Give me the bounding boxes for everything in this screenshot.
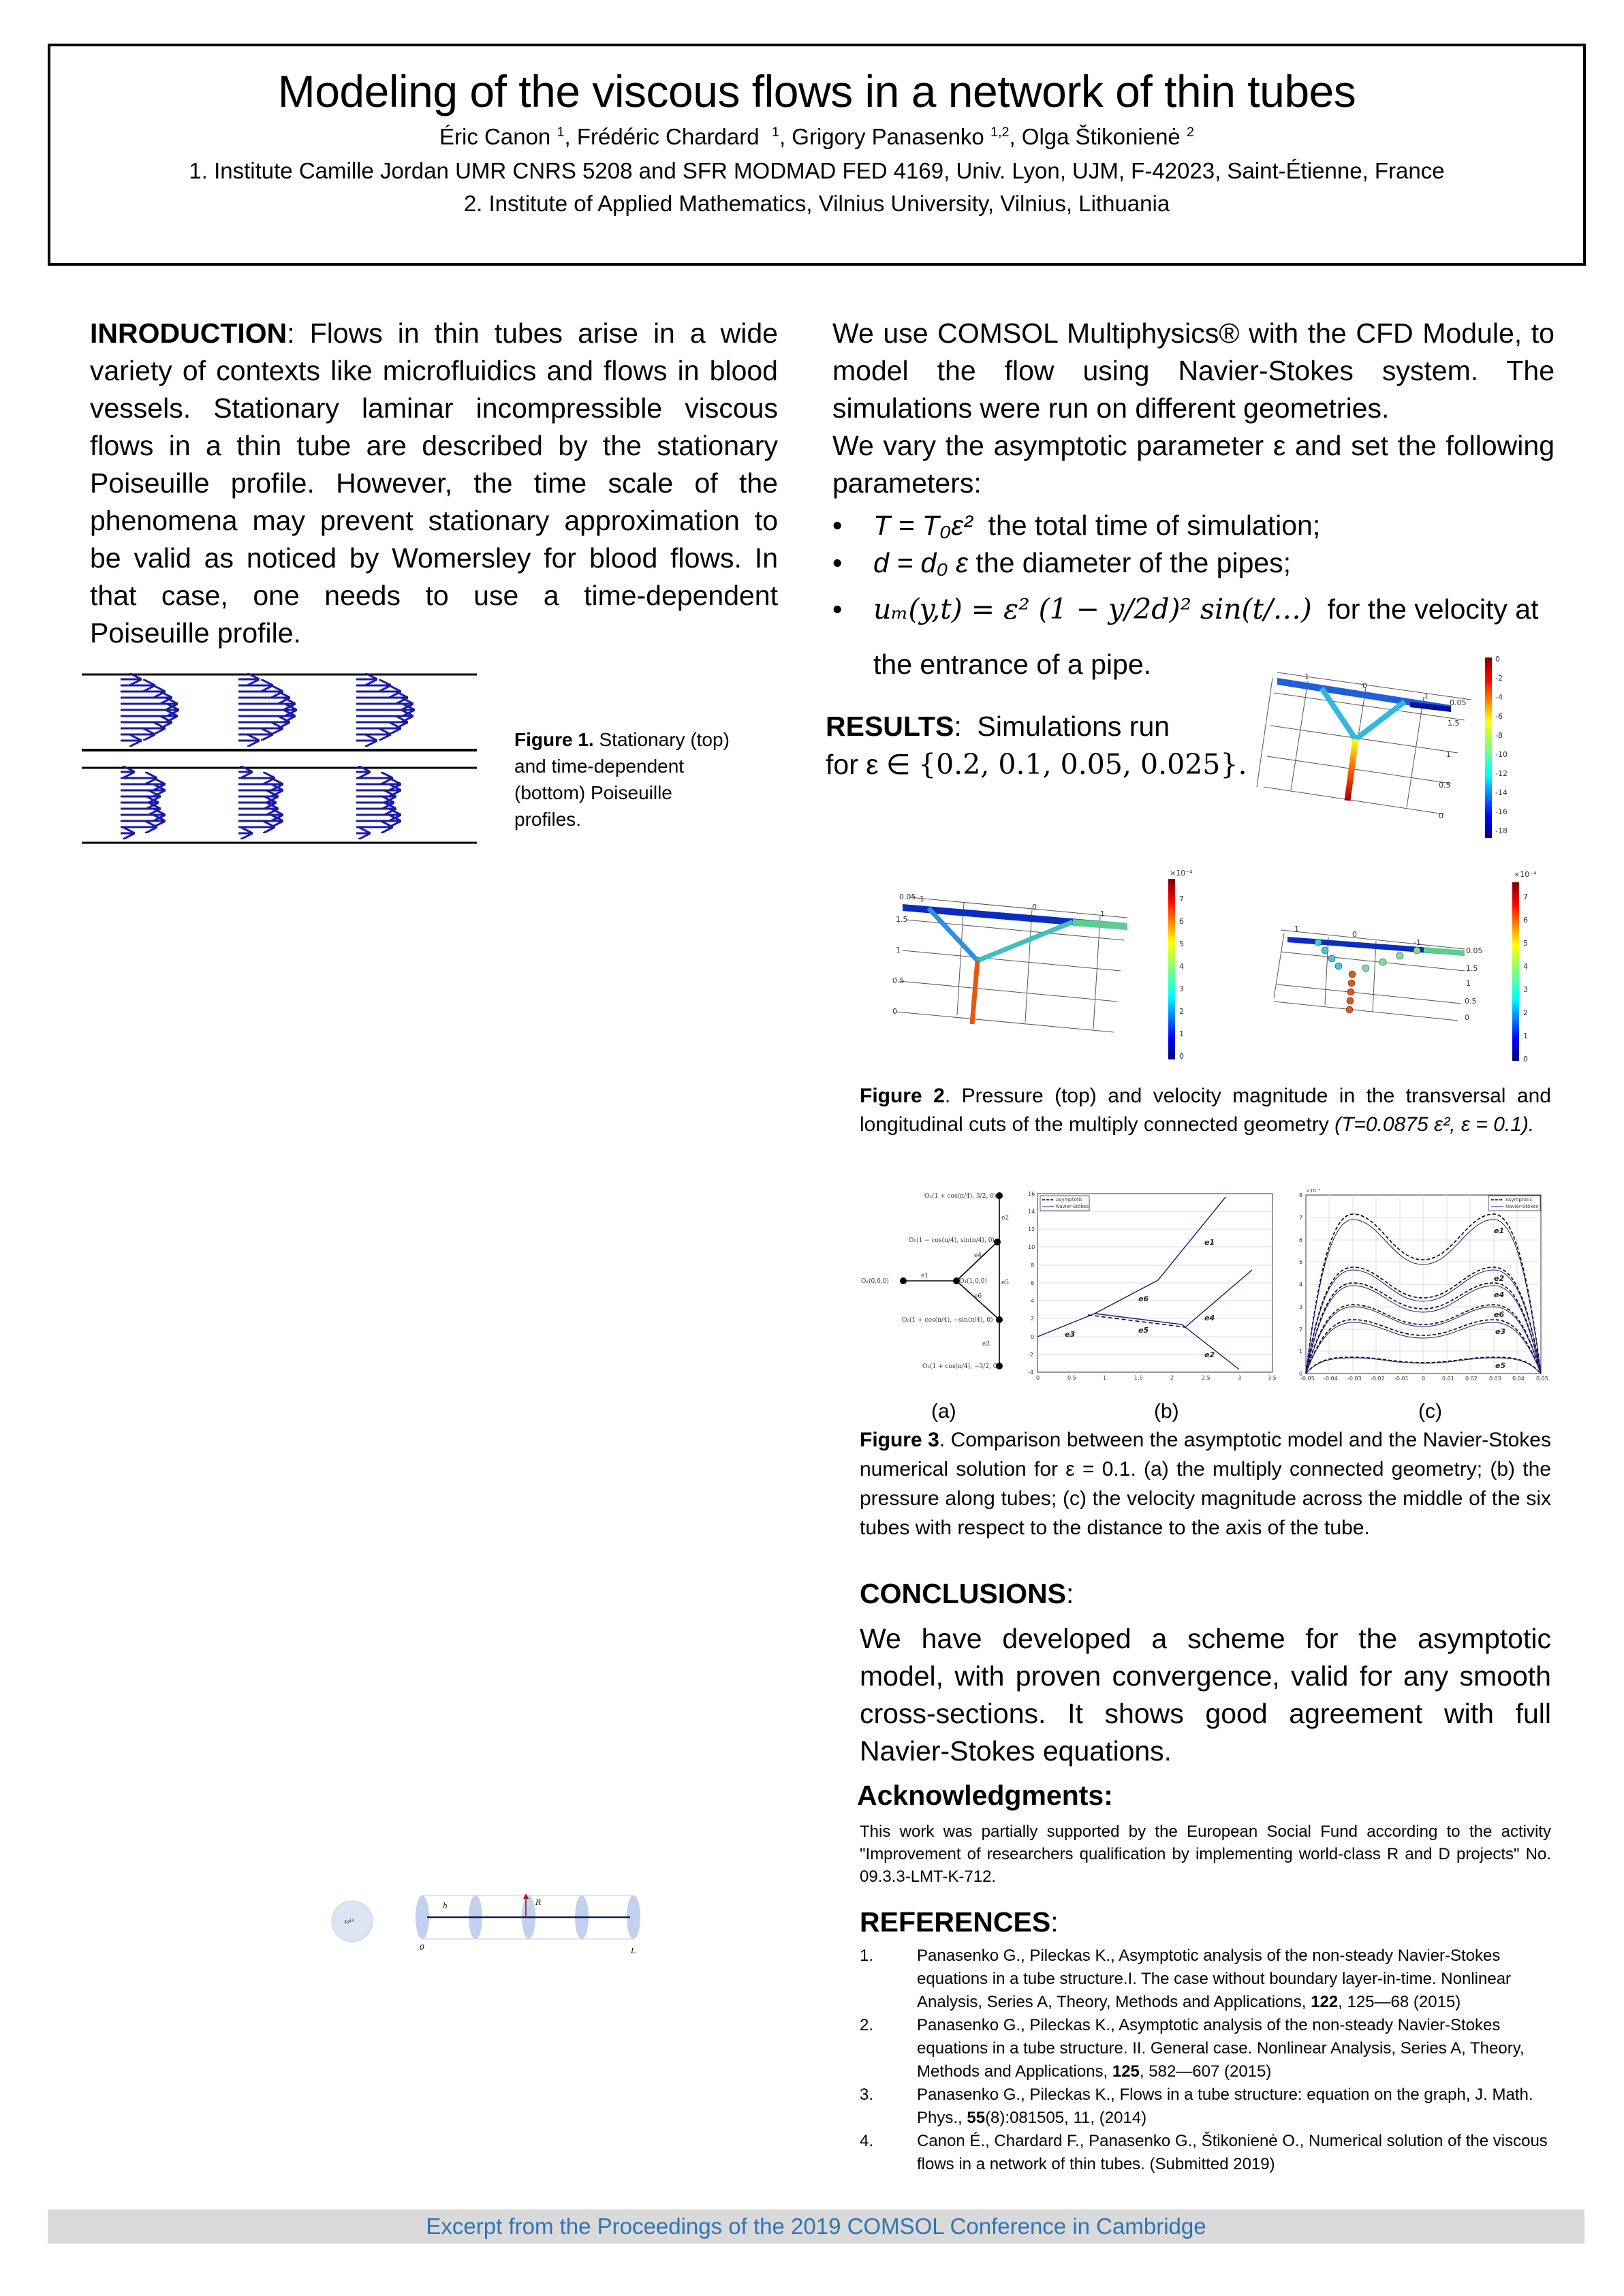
svg-text:-0.03: -0.03 bbox=[1347, 1376, 1362, 1382]
svg-text:5: 5 bbox=[1179, 940, 1184, 948]
poster-title: Modeling of the viscous flows in a network of thin tubes bbox=[277, 66, 1356, 117]
figure-2-velocity-longitudinal-plot bbox=[1267, 869, 1574, 1066]
svg-text:e4: e4 bbox=[1204, 1314, 1215, 1322]
svg-text:5: 5 bbox=[1299, 1259, 1303, 1265]
svg-text:1: 1 bbox=[1179, 1029, 1184, 1038]
results-text: : Simulations run bbox=[954, 711, 1170, 742]
svg-text:1.5: 1.5 bbox=[1466, 964, 1478, 973]
step-label: h bbox=[443, 1902, 448, 1910]
methods-paragraph-1: We use COMSOL Multiphysics® with the CFD Module, to model the flow using Navier-Stokes system. The simulations were run on different geometries. bbox=[832, 317, 1555, 424]
reference-text: Panasenko G., Pileckas K., Asymptotic analysis of the non-steady Navier-Stokes equations in a tube structure. II. General case. Nonlinear Analysis, Series A, Theory, Methods and Applications, 125, 582—607 (2015) bbox=[917, 2016, 1525, 2081]
author-affiliation-mark: 1,2 bbox=[990, 125, 1010, 140]
svg-text:1.5: 1.5 bbox=[896, 915, 908, 924]
svg-text:0: 0 bbox=[1465, 1013, 1469, 1022]
svg-text:1: 1 bbox=[1446, 750, 1451, 759]
length-label: L bbox=[631, 1946, 636, 1955]
heading-colon: : bbox=[1050, 1906, 1059, 1938]
svg-text:0: 0 bbox=[1495, 655, 1500, 664]
svg-text:×10⁻⁴: ×10⁻⁴ bbox=[1306, 1188, 1321, 1194]
svg-text:4: 4 bbox=[1031, 1298, 1035, 1304]
svg-text:0.5: 0.5 bbox=[892, 976, 905, 985]
panel-label-c: (c) bbox=[1418, 1400, 1442, 1423]
svg-text:0.5: 0.5 bbox=[1067, 1375, 1076, 1381]
conclusions-text: We have developed a scheme for the asymptotic model, with proven convergence, valid for any smooth cross-sections. It shows good agreement with full Navier-Stokes equations. bbox=[860, 1623, 1551, 1767]
svg-text:2: 2 bbox=[1179, 1007, 1184, 1016]
svg-text:O₁(0,0,0): O₁(0,0,0) bbox=[861, 1278, 889, 1285]
svg-text:-2: -2 bbox=[1495, 674, 1503, 683]
svg-text:e1: e1 bbox=[921, 1273, 929, 1279]
figure-1-label: Figure 1. bbox=[514, 729, 594, 750]
svg-text:e4: e4 bbox=[974, 1252, 982, 1259]
affiliation-1: 1. Institute Camille Jordan UMR CNRS 5208 and SFR MODMAD FED 4169, Univ. Lyon, UJM, F-42023, Saint-Étienne, France bbox=[189, 158, 1445, 183]
introduction-heading: INRODUCTION bbox=[90, 317, 287, 349]
svg-text:8: 8 bbox=[1299, 1192, 1303, 1198]
svg-text:O₄(1,0,0): O₄(1,0,0) bbox=[959, 1278, 987, 1285]
svg-text:O₆(1 + cos(π/4), −sin(π/4), 0): O₆(1 + cos(π/4), −sin(π/4), 0) bbox=[902, 1317, 993, 1324]
reference-item bbox=[860, 2130, 1561, 2176]
reference-text: Panasenko G., Pileckas K., Asymptotic analysis of the non-steady Navier-Stokes equations in a tube structure.I. The case without boundary layer-in-time. Nonlinear Analysis, Series A, Theory, Methods and Applications, 122, 125—68 (2015) bbox=[917, 1946, 1512, 2011]
reference-number: 4. bbox=[860, 2132, 874, 2150]
parameter-description: the diameter of the pipes; bbox=[968, 547, 1292, 578]
figure-3c-velocity-chart bbox=[1291, 1179, 1567, 1383]
svg-text:6: 6 bbox=[1299, 1237, 1303, 1243]
svg-text:-14: -14 bbox=[1495, 788, 1508, 797]
bullet-icon: • bbox=[832, 593, 843, 625]
reference-text: Canon É., Chardard F., Panasenko G., Štikonienė O., Numerical solution of the viscous flows in a network of thin tubes. (Submitted 2019) bbox=[917, 2132, 1548, 2173]
svg-text:e6: e6 bbox=[974, 1293, 982, 1300]
affiliation-2: 2. Institute of Applied Mathematics, Vilnius University, Vilnius, Lithuania bbox=[463, 191, 1170, 216]
svg-text:0: 0 bbox=[1422, 1376, 1426, 1382]
svg-text:O₂(1 + cos(π/4), 3/2, 0): O₂(1 + cos(π/4), 3/2, 0) bbox=[924, 1193, 997, 1200]
svg-text:16: 16 bbox=[1028, 1191, 1035, 1197]
svg-text:O₃(1 + cos(π/4), −3/2, 0): O₃(1 + cos(π/4), −3/2, 0) bbox=[922, 1363, 999, 1370]
introduction-paragraph bbox=[90, 315, 778, 652]
svg-text:-1: -1 bbox=[1414, 938, 1421, 947]
radius-label: R bbox=[535, 1898, 542, 1907]
origin-label: 0 bbox=[420, 1943, 424, 1952]
svg-text:7: 7 bbox=[1523, 893, 1528, 901]
panel-label-b: (b) bbox=[1154, 1400, 1179, 1423]
svg-text:1: 1 bbox=[1466, 979, 1471, 988]
parameter-description: for the velocity at bbox=[1311, 593, 1539, 625]
svg-text:10: 10 bbox=[1028, 1244, 1035, 1250]
svg-text:e2: e2 bbox=[1001, 1215, 1010, 1222]
parameter-formula: d = d₀ ε bbox=[873, 547, 969, 578]
parameter-formula: T = T₀ε² bbox=[873, 510, 973, 541]
parameter-continuation: the entrance of a pipe. bbox=[873, 649, 1152, 680]
figure-3a-geometry-graph bbox=[860, 1179, 1023, 1376]
svg-text:0.04: 0.04 bbox=[1512, 1376, 1525, 1382]
results-heading: RESULTS bbox=[826, 711, 954, 742]
svg-text:1.5: 1.5 bbox=[1448, 719, 1460, 728]
figure-1-caption bbox=[514, 726, 739, 833]
figure-1-poiseuille-profiles bbox=[82, 664, 477, 848]
figure-1-caption-text: Stationary (top) and time-dependent (bottom) Poiseuille profiles. bbox=[514, 729, 730, 830]
heading-colon: : bbox=[1065, 1578, 1074, 1609]
reference-number: 2. bbox=[860, 2016, 874, 2034]
reference-item bbox=[860, 1944, 1561, 2014]
svg-text:2.5: 2.5 bbox=[1202, 1375, 1211, 1381]
reference-list bbox=[860, 1944, 1561, 2176]
svg-text:5: 5 bbox=[1523, 939, 1528, 948]
svg-text:0: 0 bbox=[892, 1007, 897, 1016]
svg-text:3.5: 3.5 bbox=[1268, 1375, 1277, 1381]
bullet-icon: • bbox=[832, 547, 843, 578]
acknowledgments-text: This work was partially supported by the European Social Fund according to the activity "Improvement of researchers qualification by implementing world-class R and D projects" No. 09.3.3-LMT-K-712. bbox=[860, 1822, 1551, 1886]
svg-text:3: 3 bbox=[1238, 1375, 1242, 1381]
reference-item bbox=[860, 2083, 1561, 2130]
figure-2-caption bbox=[860, 1082, 1551, 1139]
svg-text:0: 0 bbox=[1031, 1334, 1035, 1340]
svg-text:0.5: 0.5 bbox=[1439, 781, 1451, 790]
author-list: Éric Canon $^1$, Frédéric Chardard $^1$, Grigory Panasenko $^{1,2}$, Olga Štikonienė $^2$ bbox=[439, 124, 1194, 149]
svg-text:2: 2 bbox=[1031, 1316, 1035, 1322]
svg-text:e3: e3 bbox=[1065, 1330, 1076, 1339]
reference-number: 3. bbox=[860, 2085, 874, 2104]
svg-text:1: 1 bbox=[1305, 672, 1309, 681]
svg-text:1: 1 bbox=[896, 946, 901, 955]
svg-text:0: 0 bbox=[1032, 903, 1037, 912]
svg-text:-16: -16 bbox=[1495, 807, 1508, 816]
results-text: for ε ∈ bbox=[826, 749, 919, 780]
svg-text:Navier-Stokes: Navier-Stokes bbox=[1505, 1204, 1539, 1209]
figure-3-caption bbox=[860, 1425, 1551, 1542]
svg-text:0.01: 0.01 bbox=[1442, 1376, 1454, 1382]
svg-text:-0.05: -0.05 bbox=[1300, 1376, 1315, 1382]
svg-text:7: 7 bbox=[1299, 1215, 1303, 1221]
svg-text:0: 0 bbox=[1036, 1375, 1040, 1381]
author-name: Éric Canon bbox=[439, 124, 551, 149]
references-heading bbox=[860, 1906, 1059, 1938]
svg-text:-12: -12 bbox=[1495, 769, 1508, 778]
svg-text:0: 0 bbox=[1299, 1371, 1303, 1377]
svg-text:Asymptotic: Asymptotic bbox=[1056, 1197, 1083, 1203]
svg-text:×10⁻⁴: ×10⁻⁴ bbox=[1514, 870, 1537, 879]
svg-text:12: 12 bbox=[1028, 1226, 1035, 1232]
svg-text:3: 3 bbox=[1179, 984, 1184, 993]
svg-text:2: 2 bbox=[1523, 1008, 1528, 1017]
parameter-item bbox=[832, 507, 1555, 544]
reference-item bbox=[860, 2014, 1561, 2083]
svg-text:1: 1 bbox=[1100, 910, 1105, 918]
svg-text:6: 6 bbox=[1031, 1280, 1035, 1286]
svg-text:7: 7 bbox=[1179, 895, 1184, 903]
svg-text:e2: e2 bbox=[1494, 1274, 1505, 1283]
svg-text:4: 4 bbox=[1523, 962, 1528, 971]
svg-text:e3: e3 bbox=[1495, 1327, 1506, 1336]
svg-text:e6: e6 bbox=[1138, 1294, 1149, 1303]
svg-text:2: 2 bbox=[1299, 1327, 1303, 1333]
methods-paragraph-2: We vary the asymptotic parameter ε and set the following parameters: bbox=[832, 430, 1555, 499]
svg-text:2: 2 bbox=[1170, 1375, 1174, 1381]
svg-text:-4: -4 bbox=[1495, 693, 1503, 702]
references-heading-text: REFERENCES bbox=[860, 1906, 1051, 1938]
svg-text:0: 0 bbox=[1362, 681, 1367, 690]
svg-text:0.02: 0.02 bbox=[1465, 1376, 1478, 1382]
figure-3-label: Figure 3 bbox=[860, 1429, 939, 1451]
svg-text:e4: e4 bbox=[1494, 1290, 1505, 1299]
svg-text:0: 0 bbox=[1352, 930, 1357, 939]
author-name: Frédéric Chardard bbox=[576, 124, 760, 149]
reference-text: Panasenko G., Pileckas K., Flows in a tube structure: equation on the graph, J. Math. Phys., 55(8):081505, 11, (2014) bbox=[917, 2085, 1533, 2127]
svg-text:-10: -10 bbox=[1495, 750, 1508, 759]
svg-text:1: 1 bbox=[1103, 1375, 1107, 1381]
figure-2-velocity-transversal-plot bbox=[869, 869, 1209, 1066]
svg-text:1: 1 bbox=[920, 895, 924, 903]
author-name: Grigory Panasenko bbox=[792, 124, 984, 149]
svg-text:1: 1 bbox=[1299, 1348, 1303, 1354]
reference-number: 1. bbox=[860, 1946, 874, 1965]
tube-structure-diagram bbox=[320, 1877, 715, 1959]
svg-text:-6: -6 bbox=[1495, 712, 1503, 721]
svg-text:3: 3 bbox=[1299, 1304, 1303, 1310]
svg-text:-0.01: -0.01 bbox=[1394, 1376, 1409, 1382]
svg-text:1: 1 bbox=[1424, 692, 1428, 700]
svg-text:-0.02: -0.02 bbox=[1371, 1376, 1385, 1382]
svg-text:1: 1 bbox=[1294, 925, 1299, 933]
results-section bbox=[826, 707, 1247, 784]
svg-text:e6: e6 bbox=[1494, 1310, 1505, 1319]
author-name: Olga Štikonienė bbox=[1021, 124, 1181, 149]
proceedings-footer: Excerpt from the Proceedings of the 2019 COMSOL Conference in Cambridge bbox=[48, 2209, 1584, 2244]
svg-text:0.05: 0.05 bbox=[899, 893, 916, 901]
svg-text:6: 6 bbox=[1179, 917, 1184, 926]
figure-2-caption-text: . Pressure (top) and velocity magnitude in the transversal and longitudinal cuts of the multiply connected geometry bbox=[860, 1085, 1551, 1136]
figure-3-caption-text: . Comparison between the asymptotic model and the Navier-Stokes numerical solution for ε = 0.1. (a) the multiply connected geometry; (b) the pressure along tubes; (c) the velocity magnitude across the middle of the six tubes with respect to the distance to the axis of the tube. bbox=[860, 1429, 1551, 1539]
svg-text:-4: -4 bbox=[1028, 1369, 1033, 1376]
figure-2-pressure-plot bbox=[1219, 644, 1587, 848]
svg-text:-8: -8 bbox=[1495, 731, 1503, 740]
svg-text:e3: e3 bbox=[982, 1341, 990, 1348]
svg-text:0: 0 bbox=[1439, 811, 1443, 820]
svg-text:e1: e1 bbox=[1204, 1238, 1215, 1247]
svg-text:Asymptotic: Asymptotic bbox=[1505, 1197, 1533, 1203]
parameter-description: the total time of simulation; bbox=[972, 510, 1321, 541]
svg-text:-2: -2 bbox=[1028, 1352, 1033, 1358]
figure-3b-pressure-chart bbox=[1025, 1179, 1284, 1383]
methods-section bbox=[832, 315, 1555, 502]
author-affiliation-mark: 1 bbox=[557, 125, 565, 140]
svg-text:4: 4 bbox=[1299, 1282, 1303, 1288]
parameter-item bbox=[832, 544, 1555, 582]
svg-text:-0.04: -0.04 bbox=[1324, 1376, 1338, 1382]
svg-text:3: 3 bbox=[1523, 985, 1528, 994]
svg-text:0: 0 bbox=[1179, 1052, 1184, 1061]
svg-text:1: 1 bbox=[1523, 1031, 1528, 1040]
bullet-icon: • bbox=[832, 510, 843, 541]
svg-text:×10⁻⁴: ×10⁻⁴ bbox=[1170, 869, 1193, 878]
svg-text:4: 4 bbox=[1179, 962, 1184, 971]
svg-text:e5: e5 bbox=[1495, 1361, 1506, 1370]
parameter-item bbox=[832, 582, 1555, 636]
epsilon-set: {0.2, 0.1, 0.05, 0.025}. bbox=[918, 748, 1247, 781]
svg-text:e5: e5 bbox=[1001, 1279, 1010, 1286]
svg-text:0.5: 0.5 bbox=[1465, 997, 1477, 1006]
conclusions-heading bbox=[860, 1578, 1074, 1610]
svg-text:e1: e1 bbox=[1494, 1226, 1505, 1235]
svg-text:O₅(1 − cos(π/4), sin(π/4), 0): O₅(1 − cos(π/4), sin(π/4), 0) bbox=[909, 1237, 995, 1244]
svg-text:1.5: 1.5 bbox=[1134, 1375, 1143, 1381]
panel-label-a: (a) bbox=[931, 1400, 956, 1423]
svg-text:6: 6 bbox=[1523, 916, 1528, 925]
svg-text:0.05: 0.05 bbox=[1466, 946, 1483, 955]
acknowledgments-heading: Acknowledgments: bbox=[857, 1780, 1113, 1811]
author-affiliation-mark: 2 bbox=[1186, 125, 1194, 140]
svg-text:e2: e2 bbox=[1204, 1350, 1215, 1359]
parameter-list bbox=[832, 507, 1555, 636]
cross-section-label: ω⁽ʲ⁾ bbox=[345, 1919, 355, 1925]
introduction-text: : Flows in thin tubes arise in a wide variety of contexts like microfluidics and flows in blood vessels. Stationary laminar incompressible viscous flows in a thin tube are described by the stationary Poiseuille profile. However, the time scale of the phenomena may prevent stationary approximation to be valid as noticed by Womersley for blood flows. In that case, one needs to use a time-dependent Poiseuille profile. bbox=[90, 317, 778, 649]
svg-text:0.05: 0.05 bbox=[1450, 698, 1467, 707]
figure-2-label: Figure 2 bbox=[860, 1085, 945, 1107]
conclusions-heading-text: CONCLUSIONS bbox=[860, 1578, 1066, 1609]
svg-text:14: 14 bbox=[1028, 1209, 1035, 1215]
author-affiliation-mark: 1 bbox=[771, 125, 779, 140]
svg-text:0: 0 bbox=[1523, 1055, 1528, 1064]
svg-text:e5: e5 bbox=[1138, 1326, 1149, 1335]
figure-2-params: (T=0.0875 ε², ε = 0.1). bbox=[1334, 1113, 1535, 1136]
svg-text:-18: -18 bbox=[1495, 826, 1508, 835]
svg-text:8: 8 bbox=[1031, 1262, 1035, 1269]
svg-text:0.05: 0.05 bbox=[1536, 1376, 1548, 1382]
svg-text:0.03: 0.03 bbox=[1489, 1376, 1501, 1382]
velocity-formula: uₘ(y,t) = ε² (1 − y/2d)² sin(t/…) bbox=[873, 592, 1312, 625]
svg-text:Navier-Stokes: Navier-Stokes bbox=[1056, 1204, 1089, 1209]
